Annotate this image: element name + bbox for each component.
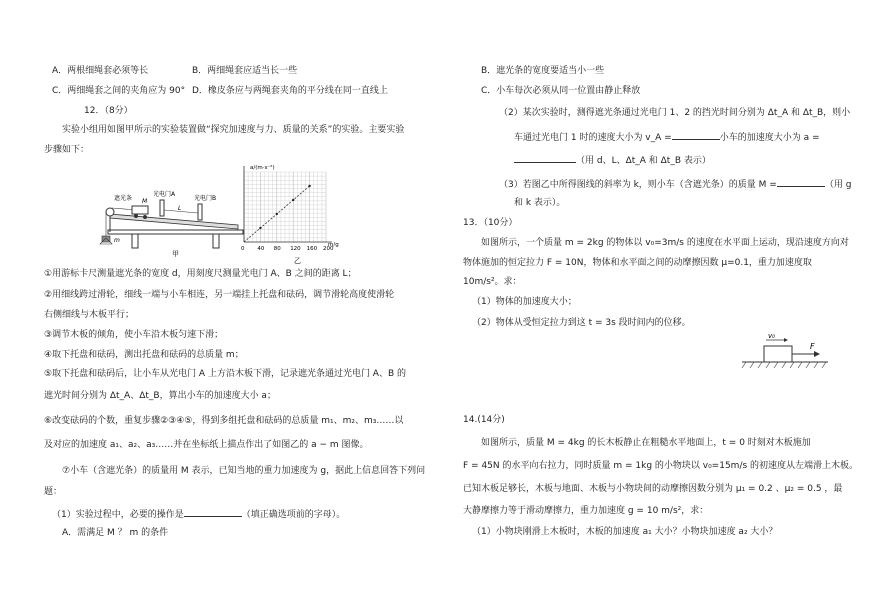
label-zhe-guang-tiao: 遮光条 [114,195,133,202]
option-a-text: A．两根细绳套必须等长 [52,66,149,76]
answer-blank-1[interactable] [184,507,242,517]
x-tick-label: 40 [257,246,265,252]
graph-figure-yi [228,160,343,268]
sub-question-2-va-text: 车通过光电门 1 时的速度大小为 v_A = [514,133,672,143]
table-leg-right [213,234,219,248]
sub-question-3-text: （3）若图乙中所得图线的斜率为 k，则小车（含遮光条）的质量 M = [499,180,777,190]
x-tick-label: 120 [290,246,301,252]
question-14-line2: F = 45N 的水平向右拉力，同时质量 m = 1kg 的小物块以 v₀=15m/s 的初速度从左端滑上木板。 [463,461,859,471]
question-13-sub1: （1）物体的加速度大小； [472,297,577,307]
cart-wheel-1 [134,214,138,218]
force-arrowhead [814,351,820,357]
data-point [308,185,310,187]
step-7-line1: ⑦小车（含遮光条）的质量用 M 表示，已知当地的重力加速度为 g，据此上信息回答下列问 [62,466,426,476]
step-3: ③调节木板的倾角，使小车沿木板匀速下滑； [44,330,224,340]
question-13-figure [740,330,830,372]
pulley [106,208,114,216]
sub-question-3-hint: （用 g [824,180,852,190]
sub-question-2-a-text: 小车的加速度大小为 a = [719,133,820,143]
apparatus-figure-jia [98,170,248,260]
sub-question-1-text: （1）实验过程中，必要的操作是 [52,510,184,520]
label-photogate-a: 光电门A [153,191,176,198]
answer-blank-va[interactable] [672,130,720,140]
sub-question-1-tail: （填正确选项前的字母）。 [241,510,346,520]
step-7-line2: 题： [44,487,63,497]
label-photogate-b: 光电门B [194,195,217,202]
answer-blank-a[interactable] [514,153,576,163]
question-12-number: 12．（8分） [84,106,133,116]
cart [132,206,148,214]
data-point [292,199,294,201]
question-12-intro-line1: 实验小组用如图甲所示的实验装置做“探究加速度与力、质量的关系”的实验。主要实验 [62,125,405,135]
step-5-line1: ⑤取下托盘和砝码后，让小车从光电门 A 上方沿木板下滑，记录遮光条通过光电门 A、B 的 [44,369,407,379]
velocity-arrowhead [784,338,788,342]
inclined-board [110,214,238,229]
question-14-line3: 已知木板足够长，木板与地面、木板与小物块间的动摩擦因数分别为 μ₁ = 0.2 、μ₂ = 0.5 ，最 [463,484,843,494]
question-13-line3: 10m/s²。求： [463,277,522,287]
x-tick-label: 0 [241,246,245,252]
block [764,346,792,362]
right-option-c: C．小车每次必须从同一位置由静止释放 [481,86,641,96]
sub-question-3-line1 [499,177,851,191]
label-distance-l: L [178,205,182,212]
label-v0: v₀ [768,332,775,340]
label-f: F [810,342,815,351]
label-small-m: m [114,237,120,244]
photogate-a [160,200,164,216]
sub-question-2-hint: （用 d、L、Δt_A 和 Δt_B 表示） [576,156,711,166]
question-13-number: 13．（10分） [463,218,518,228]
step-1: ①用游标卡尺测量遮光条的宽度 d，用刻度尺测量光电门 A、B 之间的距离 L； [44,269,357,279]
label-jia: 甲 [172,250,179,258]
option-d-text: D．橡皮条应与两绳套夹角的平分线在同一直线上 [192,86,388,96]
question-14-number: 14.(14分) [463,415,505,425]
ground-hatching [742,362,826,368]
x-tick-labels [241,246,334,252]
sub-question-1 [52,507,345,521]
table-leg-left [132,234,138,248]
step-5-line2: 遮光时间分别为 Δt_A、Δt_B，算出小车的加速度大小 a； [44,391,276,401]
y-axis-label: a/(m·s⁻²) [250,165,275,171]
label-cart-m: M [142,198,148,205]
question-13-line2: 物体施加的恒定拉力 F = 10N，物体和水平面之间的动摩擦因数 μ=0.1，重力加速度取 [463,258,812,268]
question-13-line1: 如图所示，一个质量 m = 2kg 的物体以 v₀=3m/s 的速度在水平面上运动，现沿速度方向对 [481,238,849,248]
question-14-line1: 如图所示，质量 M = 4kg 的长木板静止在粗糙水平地面上，t = 0 时刻对木板施加 [481,438,811,448]
right-option-b: B．遮光条的宽度要适当小一些 [481,66,605,76]
question-14-sub1: （1）小物块刚滑上木板时，木板的加速度 a₁ 大小？小物块加速度 a₂ 大小？ [472,527,778,537]
step-2-line2: 右侧细线与木板平行； [44,310,135,320]
question-14-line4: 大静摩擦力等于滑动摩擦力，重力加速度 g = 10 m/s²，求： [463,506,709,516]
option-b-text: B．两细绳套应适当长一些 [192,66,298,76]
step-2-line1: ②用细线跨过滑轮，细线一端与小车相连，另一端挂上托盘和砝码，调节滑轮高度使滑轮 [44,290,395,300]
sub-question-2-line1: （2）某次实验时，测得遮光条通过光电门 1、2 的挡光时间分别为 Δt_A 和 Δt_B，则小 [499,108,851,118]
label-yi: 乙 [294,257,301,265]
x-axis-label: m/g [328,242,339,248]
step-6-line2: 及对应的加速度 a₁、a₂、a₃……并在坐标纸上描点作出了如图乙的 a − m 图像。 [44,440,369,450]
step-4: ④取下托盘和砝码，测出托盘和砝码的总质量 m； [44,350,244,360]
table-top [108,230,243,234]
data-point [276,213,278,215]
option-c-text: C．两细绳套之间的夹角应为 90° [52,86,186,96]
sub-question-1-option-a: A．需满足 M ？ m 的条件 [62,528,169,538]
x-tick-label: 160 [306,246,318,252]
step-6-line1: ⑥改变砝码的个数，重复步骤②③④⑤，得到多组托盘和砝码的总质量 m₁、m₂、m₃……以 [44,416,404,426]
x-tick-label: 80 [273,246,281,252]
question-13-sub2: （2）物体从受恒定拉力到这 t = 3s 段时间内的位移。 [472,318,691,328]
photogate-b [198,204,202,220]
sub-question-2-line2 [514,130,819,144]
sub-question-3-line2: 和 k 表示）。 [514,198,566,208]
answer-blank-mass[interactable] [777,177,825,187]
sub-question-2-line3 [514,153,711,167]
cart-wheel-2 [143,215,147,219]
x-tick-label: 200 [323,246,334,252]
question-12-intro-line2: 步骤如下： [44,145,90,155]
data-point [259,227,261,229]
